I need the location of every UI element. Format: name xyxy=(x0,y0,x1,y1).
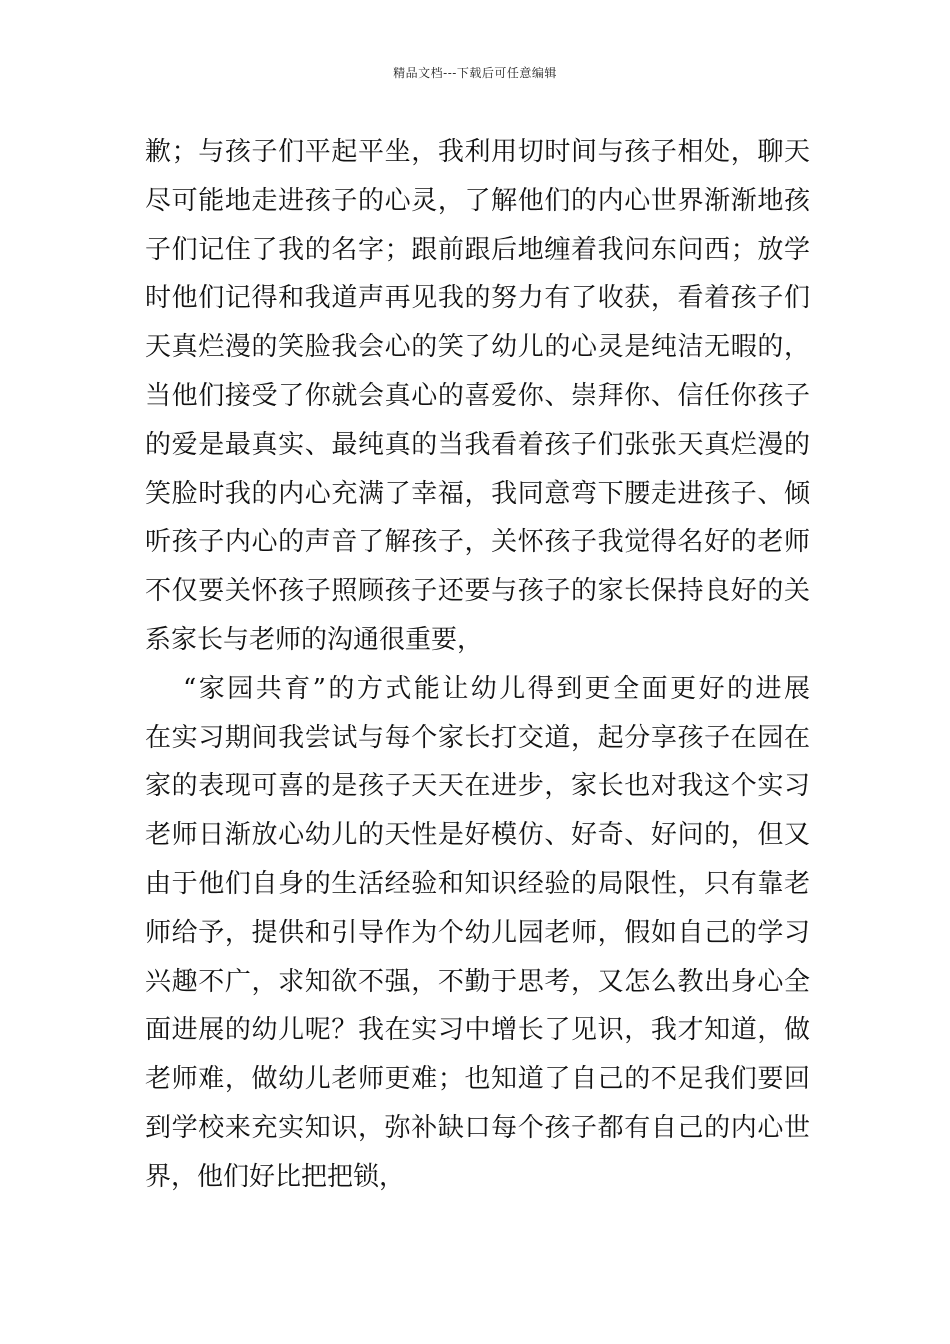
text-line: 子们记住了我的名字；跟前跟后地缠着我问东问西；放学 xyxy=(145,234,810,265)
text-line: 在实习期间我尝试与每个家长打交道，起分享孩子在园在 xyxy=(145,722,810,753)
text-line: 师给予，提供和引导作为个幼儿园老师，假如自己的学习 xyxy=(145,917,810,948)
text-line: 老师难，做幼儿老师更难；也知道了自己的不足我们要回 xyxy=(145,1064,810,1095)
text-line: 面进展的幼儿呢？我在实习中增长了见识，我才知道，做 xyxy=(145,1015,810,1046)
text-line: 兴趣不广，求知欲不强，不勤于思考，又怎么教出身心全 xyxy=(145,966,810,997)
text-line: 界，他们好比把把锁， xyxy=(145,1161,406,1192)
text-line: 当他们接受了你就会真心的喜爱你、崇拜你、信任你孩子 xyxy=(145,380,810,411)
text-line: 歉；与孩子们平起平坐，我利用切时间与孩子相处，聊天 xyxy=(145,137,810,167)
body-text xyxy=(145,128,810,1202)
text-line: 笑脸时我的内心充满了幸福，我同意弯下腰走进孩子、倾 xyxy=(145,478,810,509)
text-line: 到学校来充实知识，弥补缺口每个孩子都有自己的内心世 xyxy=(145,1112,810,1143)
text-line-indented: “家园共育”的方式能让幼儿得到更全面更好的进展 xyxy=(183,673,810,704)
text-line: 时他们记得和我道声再见我的努力有了收获，看着孩子们 xyxy=(145,283,810,314)
text-line: 天真烂漫的笑脸我会心的笑了幼儿的心灵是纯洁无暇的， xyxy=(145,332,810,363)
text-line: 尽可能地走进孩子的心灵，了解他们的内心世界渐渐地孩 xyxy=(145,185,810,216)
page-header: 精品文档---下载后可任意编辑 xyxy=(393,66,557,80)
text-line: 老师日渐放心幼儿的天性是好模仿、好奇、好问的，但又 xyxy=(145,820,810,851)
text-line: 系家长与老师的沟通很重要， xyxy=(145,624,484,655)
text-line: 家的表现可喜的是孩子天天在进步，家长也对我这个实习 xyxy=(145,771,810,802)
text-line: 的爱是最真实、最纯真的当我看着孩子们张张天真烂漫的 xyxy=(145,429,810,460)
text-line: 听孩子内心的声音了解孩子，关怀孩子我觉得名好的老师 xyxy=(145,527,810,558)
text-line: 由于他们自身的生活经验和知识经验的局限性，只有靠老 xyxy=(145,868,810,899)
text-line: 不仅要关怀孩子照顾孩子还要与孩子的家长保持良好的关 xyxy=(145,576,810,607)
